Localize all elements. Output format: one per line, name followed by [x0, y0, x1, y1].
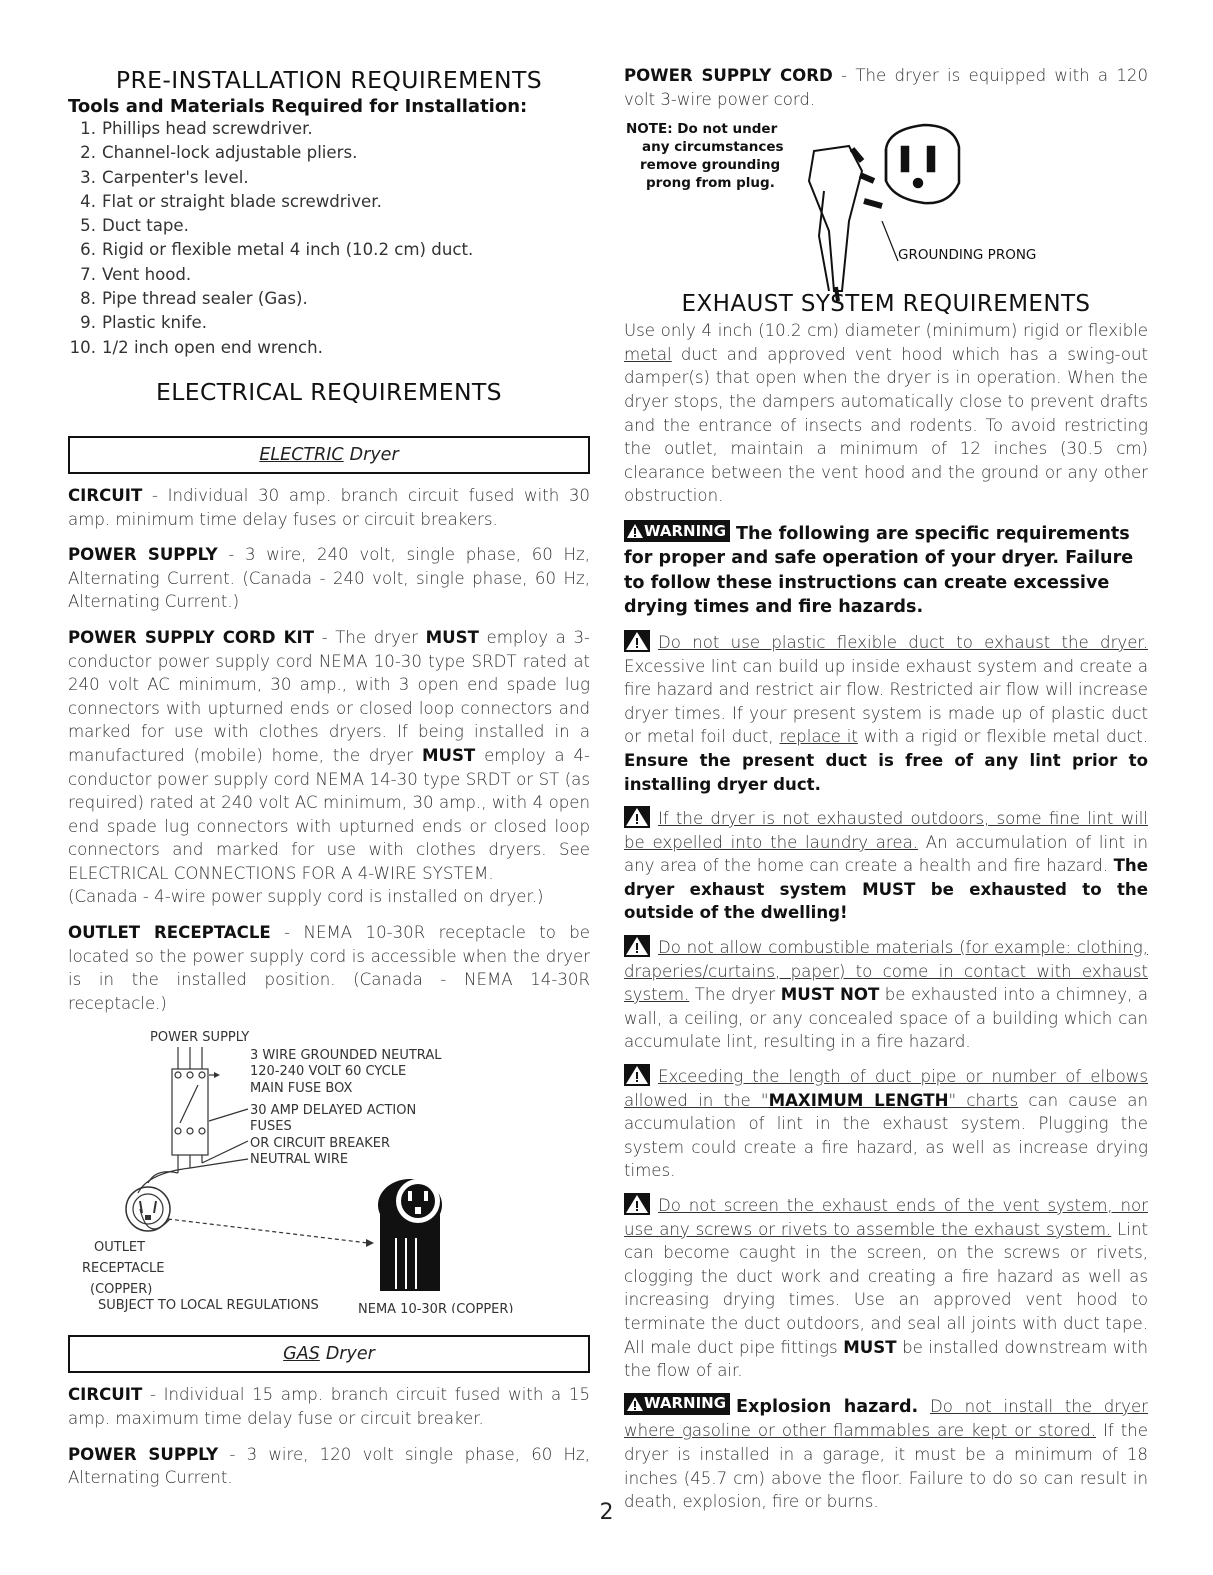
cord-kit-text-2: employ a 3-conductor power supply cord NEMA 10-30 type SRDT rated at 240 volt AC minimum, 30 amp., with 3 open end spade lug connectors with upturned ends or closed loop connectors and marked for use with clothes dryers. If being installed in a manufactured (mobile) home, the dryer [68, 627, 590, 765]
explosion-paragraph [624, 1393, 1148, 1514]
diagram-volt: 120-240 VOLT 60 CYCLE [250, 1064, 407, 1080]
gas-power-paragraph [68, 1443, 590, 1490]
screen-text-1: Lint can become caught in the screen, on the screws or rivets, clogging the duct work and creating a fire hazard as well as increasing drying times. Use an approved vent hood to terminate the duct outdoors, and seal all joints with duct tape. All male duct pipe fittings [624, 1219, 1148, 1357]
note-line-1: NOTE: Do not under [626, 121, 778, 138]
warning-triangle-icon [626, 523, 644, 539]
caution-icon-2 [624, 806, 650, 828]
exhaust-paragraph [624, 319, 1148, 508]
exhaust-text-2: duct and approved vent hood which has a swing-out damper(s) that open when the dryer is in operation. When the dryer stops, the dampers automatically close to prevent drafts and the entrance of insects and rodents. To avoid restricting the outlet, maintain a minimum of 12 inches (30.5 cm) clearance between the vent hood and the ground or any other obstruction. [624, 344, 1148, 506]
tool-number: 7. [80, 264, 96, 284]
tool-text: Phillips head screwdriver. [102, 119, 313, 138]
wiring-diagram [68, 1023, 590, 1313]
tool-item [68, 214, 590, 238]
plug-icon [809, 146, 882, 301]
wall-receptacle-icon [886, 125, 959, 203]
diagram-subject: SUBJECT TO LOCAL REGULATIONS [98, 1298, 319, 1314]
must-not: MUST NOT [780, 985, 880, 1005]
tool-text: Pipe thread sealer (Gas). [102, 289, 308, 309]
tool-text: Plastic knife. [102, 313, 208, 333]
warning-label-1: WARNING [644, 521, 727, 540]
electric-word: ELECTRIC [259, 444, 344, 465]
circuit-lead: CIRCUIT [68, 485, 143, 505]
tool-item [68, 336, 590, 360]
gas-dryer-word: Dryer [325, 1344, 375, 1365]
gas-power-lead: POWER SUPPLY [68, 1444, 219, 1464]
power-cord-text: - The dryer is equipped with a 120 volt 3-wire power cord. [624, 66, 1149, 109]
power-supply-lead: POWER SUPPLY [68, 545, 218, 565]
diagram-wire: 3 WIRE GROUNDED NEUTRAL [250, 1048, 442, 1064]
tool-number: 9. [80, 313, 96, 333]
tool-item [68, 238, 590, 262]
outlet-receptacle-icon [126, 1187, 170, 1231]
screen-paragraph [624, 1193, 1148, 1383]
tool-text: Rigid or flexible metal 4 inch (10.2 cm) duct. [102, 240, 474, 260]
explosion-text: If the dryer is installed in a garage, it must be a minimum of 18 inches (45.7 cm) above the floor. Failure to do so can result in death, explosion, fire or burns. [624, 1421, 1148, 1512]
diagram-receptacle: RECEPTACLE [82, 1261, 165, 1277]
power-supply-text: - 3 wire, 240 volt, single phase, 60 Hz, Alternating Current. (Canada - 240 volt, single phase, 60 Hz, Alternating Current.) [68, 545, 591, 612]
tool-number: 5. [80, 216, 96, 236]
electric-dryer-box [68, 436, 590, 474]
caution-icon-3 [624, 935, 650, 957]
outdoors-paragraph [624, 806, 1148, 925]
tool-text: Duct tape. [102, 216, 189, 236]
left-column [68, 60, 590, 1490]
screen-text-2: be installed downstream with the flow of air. [624, 1337, 1149, 1381]
outdoors-text: An accumulation of lint in any area of the home can create a health and fire hazard. [624, 832, 1148, 876]
gas-circuit-paragraph [68, 1383, 590, 1430]
outlet-lead: OUTLET RECEPTACLE [68, 923, 271, 943]
tool-text: Channel-lock adjustable pliers. [102, 143, 358, 163]
outdoors-bold: The dryer exhaust system MUST be exhausted to the outside of the dwelling! [624, 856, 1148, 923]
caution-icon-5 [624, 1193, 650, 1215]
gas-dryer-box [68, 1335, 590, 1373]
diagram-fuses: FUSES [250, 1119, 292, 1135]
tool-item [68, 287, 590, 311]
tool-item [68, 141, 590, 165]
tool-text: Carpenter's level. [102, 167, 249, 187]
diagram-breaker: OR CIRCUIT BREAKER [250, 1136, 391, 1152]
power-cord-lead: POWER SUPPLY CORD [624, 66, 833, 85]
note-line-2: any circumstances [642, 139, 784, 156]
combustible-paragraph [624, 935, 1148, 1054]
diagram-amp: 30 AMP DELAYED ACTION [250, 1103, 417, 1119]
warning-1-paragraph [624, 520, 1148, 620]
outlet-paragraph [68, 921, 590, 1015]
note-line-4: prong from plug. [646, 175, 775, 192]
plastic-duct-underlined: Do not use plastic flexible duct to exhaust the dryer. [658, 632, 1148, 652]
tools-heading: Tools and Materials Required for Installation: [68, 96, 528, 117]
tool-number: 10. [69, 337, 96, 357]
cord-kit-paragraph [68, 626, 590, 909]
gas-word: GAS [283, 1344, 320, 1365]
right-column [624, 60, 1148, 1514]
plastic-duct-text-2: with a rigid or flexible metal duct. [857, 727, 1149, 747]
screen-underlined: Do not screen the exhaust ends of the vent system, nor use any screws or rivets to assemble the exhaust system. [624, 1196, 1148, 1239]
tool-text: Vent hood. [102, 264, 192, 284]
cord-kit-text-1: - The dryer [314, 627, 426, 647]
circuit-paragraph [68, 484, 590, 531]
tool-item [68, 117, 590, 141]
cord-kit-canada: (Canada - 4-wire power supply cord is installed on dryer.) [68, 887, 544, 907]
diagram-outlet: OUTLET [94, 1240, 146, 1256]
caution-icon-4 [624, 1064, 650, 1086]
max-length-paragraph [624, 1064, 1148, 1183]
diagram-neutral: NEUTRAL WIRE [250, 1152, 349, 1168]
pre-installation-heading: PRE-INSTALLATION REQUIREMENTS [115, 66, 543, 94]
plug-diagram [624, 111, 1148, 301]
maximum-length: MAXIMUM LENGTH [768, 1090, 949, 1110]
electrical-heading: ELECTRICAL REQUIREMENTS [155, 377, 502, 406]
max-length-underlined-1: Exceeding the length of duct pipe or number of elbows allowed in the " [624, 1067, 1148, 1110]
tool-number: 3. [80, 167, 96, 187]
exhaust-metal: metal [624, 344, 672, 364]
page-number: 2 [599, 1500, 614, 1525]
power-cord-paragraph [624, 64, 1148, 111]
diagram-copper: (COPPER) [90, 1282, 153, 1298]
grounding-prong-label: GROUNDING PRONG [898, 247, 1037, 264]
combustible-text-2: be exhausted into a chimney, a wall, a ceiling, or any concealed space of a building which can accumulate lint, resulting in a fire hazard. [624, 985, 1148, 1052]
outlet-text: - NEMA 10-30R receptacle to be located so the power supply cord is accessible when the dryer is in the installed position. (Canada - NEMA 14-30R receptacle.) [68, 923, 591, 1013]
must-1: MUST [425, 627, 479, 647]
plastic-duct-paragraph [624, 630, 1148, 796]
tool-item [68, 311, 590, 335]
must-3: MUST [843, 1337, 897, 1357]
note-line-3: remove grounding [640, 157, 781, 174]
gas-circuit-text: - Individual 15 amp. branch circuit fused with a 15 amp. maximum time delay fuse or circuit breaker. [68, 1385, 590, 1429]
cord-kit-text-3: employ a 4-conductor power supply cord NEMA 14-30 type SRDT or ST (as required) rated at 240 volt AC minimum, 30 amp., with 4 open end spade lug connectors with upturned ends or closed loop connectors and marked for use with clothes dryers. See ELECTRICAL CONNECTIONS FOR A 4-WIRE SYSTEM. [68, 745, 590, 883]
exhaust-text-1: Use only 4 inch (10.2 cm) diameter (minimum) rigid or flexible [624, 321, 1148, 341]
warning-badge-2 [624, 1393, 730, 1415]
warning-triangle-icon [626, 1396, 644, 1412]
tool-number: 1. [80, 119, 96, 138]
gas-power-text: - 3 wire, 120 volt single phase, 60 Hz, Alternating Current. [68, 1444, 590, 1488]
diagram-nema: NEMA 10-30R (COPPER) [358, 1302, 514, 1314]
max-length-underlined-2: " charts [948, 1090, 1019, 1110]
tool-text: Flat or straight blade screwdriver. [102, 191, 382, 211]
outdoors-underlined: If the dryer is not exhausted outdoors, some fine lint will be expelled into the laundry area. [624, 809, 1148, 852]
plastic-duct-bold: Ensure the present duct is free of any lint prior to installing dryer duct. [624, 750, 1148, 794]
cord-kit-lead: POWER SUPPLY CORD KIT [68, 627, 315, 647]
max-length-text: can cause an accumulation of lint in the exhaust system. Plugging the system could create a fire hazard, as well as increase drying times. [624, 1090, 1148, 1181]
combustible-underlined: Do not allow combustible materials (for example: clothing, draperies/curtains, paper) to come in contact with exhaust system. [624, 938, 1148, 1005]
diagram-power-supply: POWER SUPPLY [150, 1030, 250, 1046]
tool-number: 6. [80, 240, 96, 260]
caution-icon-1 [624, 630, 650, 652]
explosion-bold: Explosion hazard. [736, 1396, 919, 1417]
must-2: MUST [421, 745, 476, 765]
tools-list [68, 117, 590, 360]
exhaust-heading: EXHAUST SYSTEM REQUIREMENTS [681, 291, 1091, 318]
combustible-text-1: The dryer [689, 985, 781, 1005]
tool-item [68, 263, 590, 287]
diagram-fuse-box: MAIN FUSE BOX [250, 1081, 353, 1097]
warning-label-2: WARNING [644, 1393, 727, 1412]
gas-circuit-lead: CIRCUIT [68, 1385, 143, 1405]
tool-text: 1/2 inch open end wrench. [102, 337, 323, 357]
tool-number: 4. [80, 191, 96, 211]
nema-plug-icon [378, 1179, 442, 1291]
plastic-duct-text: Excessive lint can build up inside exhaust system and create a fire hazard and restrict air flow. Restricted air flow will increase dryer times. If your present system is made up of plastic duct or metal foil duct, [624, 656, 1148, 747]
tool-number: 8. [80, 289, 96, 309]
tool-item [68, 166, 590, 190]
tool-item [68, 190, 590, 214]
warning-badge-1 [624, 520, 730, 542]
tool-number: 2. [80, 143, 96, 163]
explosion-underlined: Do not install the dryer where gasoline or other flammables are kept or stored. [624, 1396, 1148, 1441]
circuit-text: - Individual 30 amp. branch circuit fused with 30 amp. minimum time delay fuses or circuit breakers. [68, 485, 590, 529]
warning-1-text: The following are specific requirements for proper and safe operation of your dryer. Failure to follow these instructions can create excessive drying times and fire hazards. [624, 523, 1134, 618]
electric-dryer-word: Dryer [349, 444, 399, 465]
replace-it: replace it [779, 727, 858, 747]
power-supply-paragraph [68, 543, 590, 614]
